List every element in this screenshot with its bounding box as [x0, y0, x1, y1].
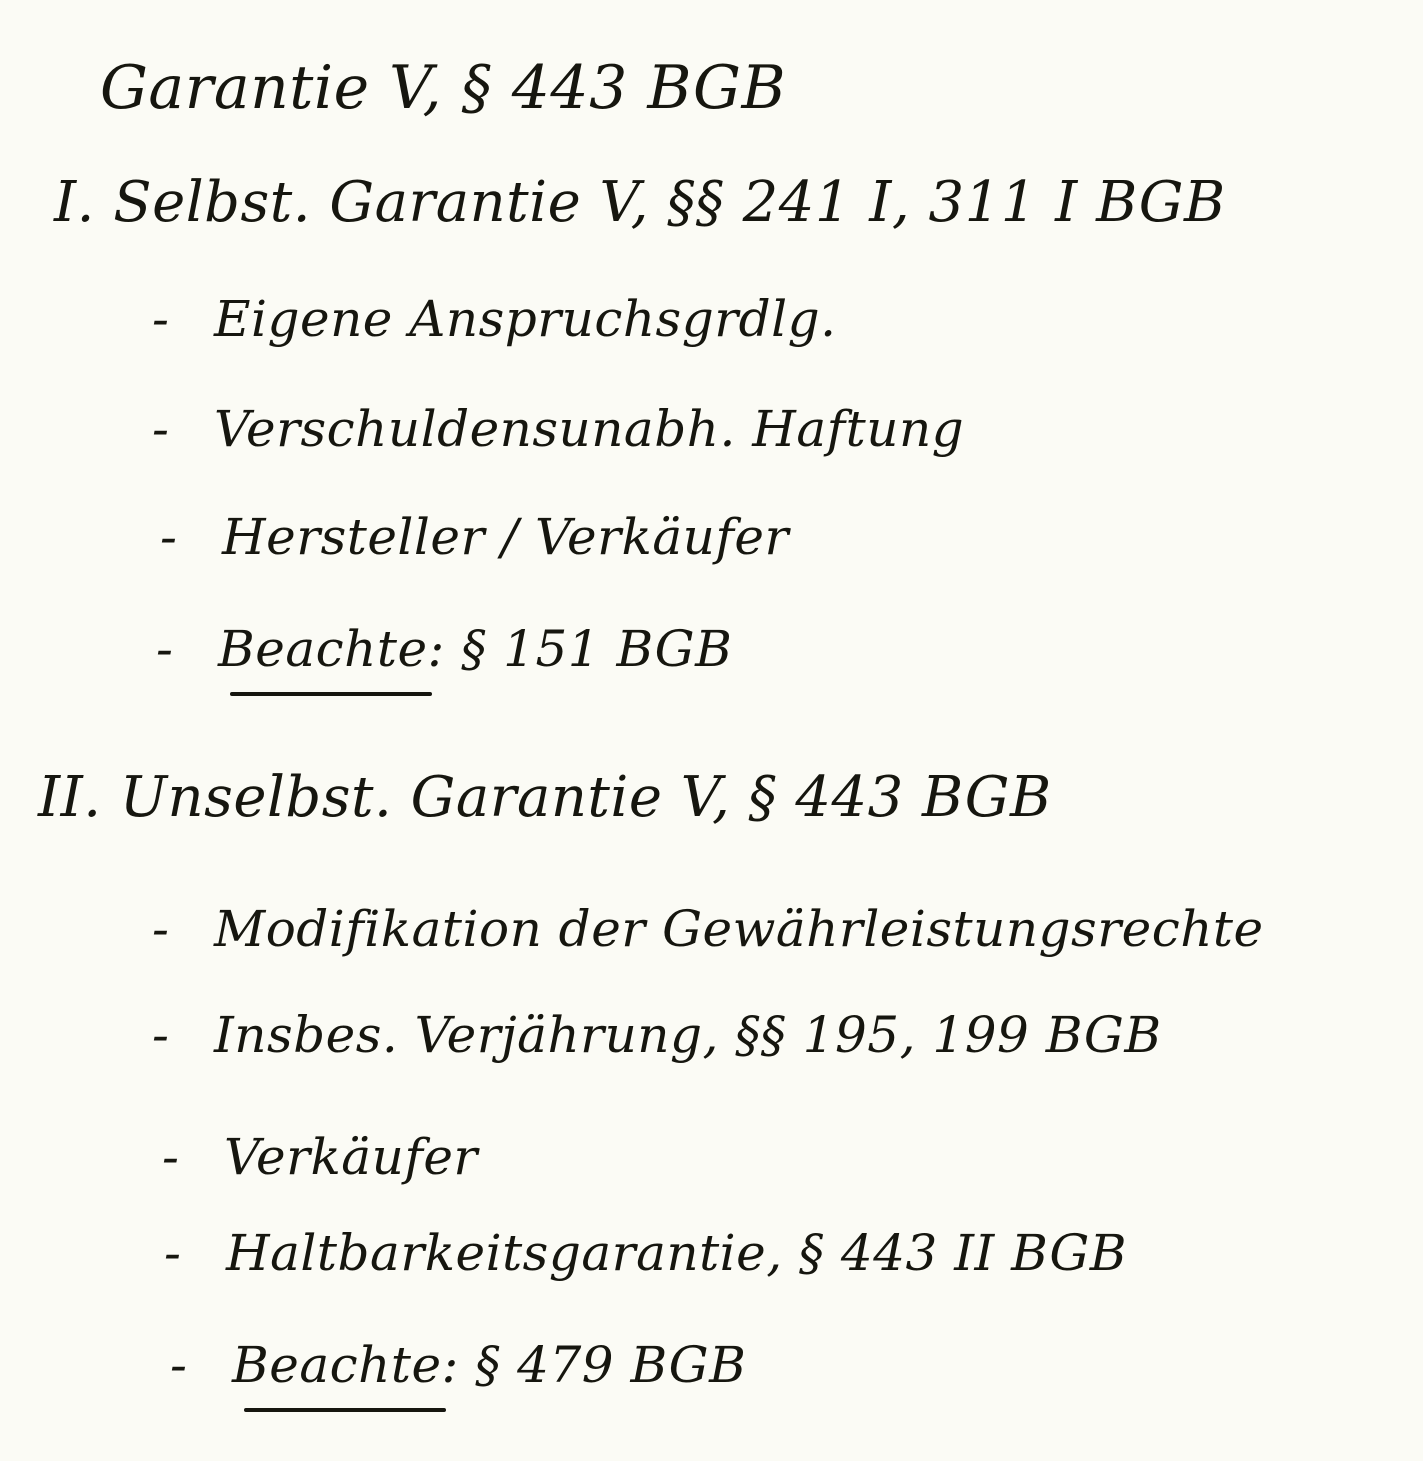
note-reference: : § 479 BGB	[441, 1336, 747, 1394]
dash-marker: -	[162, 1128, 180, 1186]
note-label-text: Beachte	[232, 1336, 442, 1394]
note-label-underlined	[218, 620, 428, 678]
list-item	[152, 290, 837, 348]
list-item	[152, 400, 965, 458]
dash-marker: -	[152, 400, 170, 458]
page-title: Garantie V, § 443 BGB	[100, 53, 787, 123]
list-item	[152, 1006, 1162, 1064]
dash-marker: -	[170, 1336, 188, 1394]
list-item-text: Verkäufer	[224, 1128, 478, 1186]
note-label-text: Beachte	[218, 620, 428, 678]
section-heading-2: II. Unselbst. Garantie V, § 443 BGB	[38, 765, 1052, 830]
list-item	[162, 1128, 478, 1186]
note-label-underlined	[232, 1336, 442, 1394]
list-item-text: Insbes. Verjährung, §§ 195, 199 BGB	[214, 1006, 1162, 1064]
list-item-text: Modifikation der Gewährleistungsrechte	[214, 900, 1264, 958]
list-item-text: Eigene Anspruchsgrdlg.	[214, 290, 837, 348]
dash-marker: -	[152, 1006, 170, 1064]
dash-marker: -	[152, 290, 170, 348]
list-item-text: Hersteller / Verkäufer	[222, 508, 789, 566]
underline	[244, 1408, 446, 1412]
note-reference: : § 151 BGB	[427, 620, 733, 678]
dash-marker: -	[160, 508, 178, 566]
underline	[230, 692, 432, 696]
list-item-text: Haltbarkeitsgarantie, § 443 II BGB	[226, 1224, 1128, 1282]
dash-marker: -	[152, 900, 170, 958]
list-item-note	[156, 620, 733, 678]
list-item-note	[170, 1336, 747, 1394]
list-item-text: Verschuldensunabh. Haftung	[214, 400, 965, 458]
dash-marker: -	[164, 1224, 182, 1282]
section-heading-1: I. Selbst. Garantie V, §§ 241 I, 311 I BGB	[54, 170, 1226, 235]
list-item	[160, 508, 789, 566]
list-item	[152, 900, 1264, 958]
dash-marker: -	[156, 620, 174, 678]
list-item	[164, 1224, 1128, 1282]
